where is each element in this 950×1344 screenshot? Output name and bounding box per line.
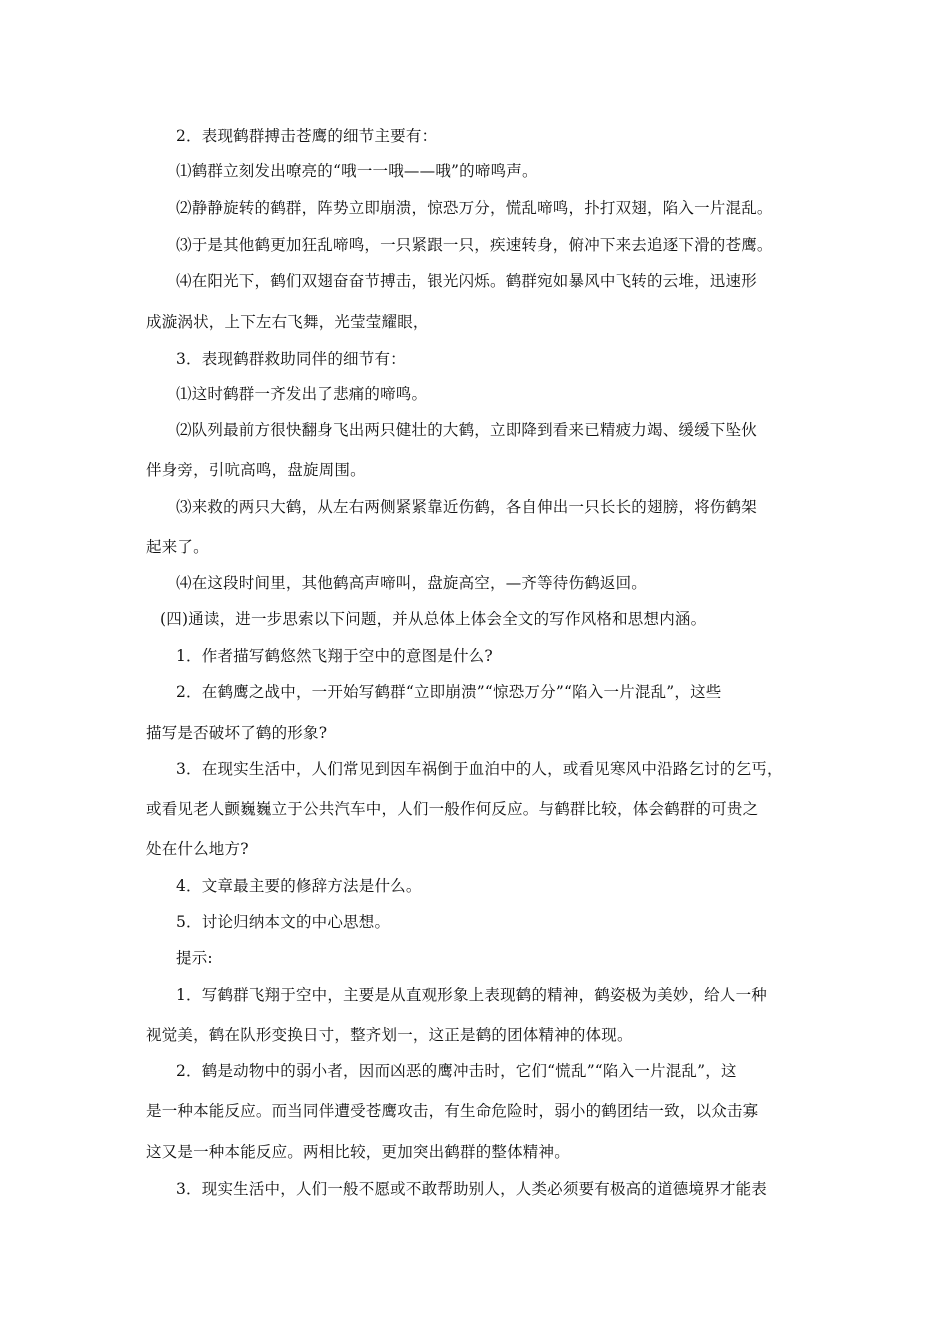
text-line: 伴身旁，引吭高鸣，盘旋周围。 — [146, 461, 366, 479]
text-line: ⑵队列最前方很快翻身飞出两只健壮的大鹤，立即降到看来已精疲力竭、缓缓下坠伙 — [176, 421, 757, 439]
hint-label: 提示: — [176, 949, 213, 967]
text-line: 1．作者描写鹤悠然飞翔于空中的意图是什么? — [176, 647, 493, 665]
text-line: 4．文章最主要的修辞方法是什么。 — [176, 877, 422, 895]
text-line: 处在什么地方? — [146, 840, 249, 858]
text-line: 起来了。 — [146, 538, 209, 556]
text-line: ⑴鹤群立刻发出嘹亮的“哦一一哦——哦”的啼鸣声。 — [176, 162, 538, 180]
text-line: 1．写鹤群飞翔于空中，主要是从直观形象上表现鹤的精神，鹤姿极为美妙，给人一种 — [176, 986, 767, 1004]
text-line: ⑶来救的两只大鹤，从左右两侧紧紧靠近伤鹤，各自伸出一只长长的翅膀，将伤鹤架 — [176, 498, 757, 516]
text-line: ⑷在阳光下，鹤们双翅奋奋节搏击，银光闪烁。鹤群宛如暴风中飞转的云堆，迅速形 — [176, 272, 757, 290]
text-line: 2．在鹤鹰之战中，一开始写鹤群“立即崩溃”“惊恐万分”“陷入一片混乱”，这些 — [176, 683, 722, 701]
text-line: ⑷在这段时间里，其他鹤高声啼叫，盘旋高空，—齐等待伤鹤返回。 — [176, 574, 648, 592]
text-line: ⑴这时鹤群一齐发出了悲痛的啼鸣。 — [176, 385, 428, 403]
text-line: 是一种本能反应。而当同伴遭受苍鹰攻击，有生命危险时，弱小的鹤团结一致，以众击寡 — [146, 1102, 759, 1120]
text-line: 或看见老人颤巍巍立于公共汽车中，人们一般作何反应。与鹤群比较，体会鹤群的可贵之 — [146, 800, 759, 818]
text-line: 3．表现鹤群救助同伴的细节有： — [176, 350, 406, 368]
text-line: 2．表现鹤群搏击苍鹰的细节主要有： — [176, 127, 438, 145]
text-line: ⑶于是其他鹤更加狂乱啼鸣，一只紧跟一只，疾速转身，俯冲下来去追逐下滑的苍鹰。 — [176, 236, 773, 254]
text-line: 2．鹤是动物中的弱小者，因而凶恶的鹰冲击时，它们“慌乱”“陷入一片混乱”，这 — [176, 1062, 737, 1080]
text-line: 这又是一种本能反应。两相比较，更加突出鹤群的整体精神。 — [146, 1143, 570, 1161]
text-line: 成漩涡状，上下左右飞舞，光莹莹耀眼， — [146, 313, 429, 331]
text-line: 视觉美，鹤在队形变换日寸，整齐划一，这正是鹤的团体精神的体现。 — [146, 1026, 633, 1044]
text-line: 5．讨论归纳本文的中心思想。 — [176, 913, 391, 931]
text-line: 3．在现实生活中，人们常见到因车祸倒于血泊中的人，或看见寒风中沿路乞讨的乞丐， — [176, 760, 783, 778]
section-heading: (四)通读，进一步思索以下问题，并从总体上体会全文的写作风格和思想内涵。 — [160, 610, 707, 628]
text-line: 3．现实生活中，人们一般不愿或不敢帮助别人，人类必须要有极高的道德境界才能表 — [176, 1180, 767, 1198]
text-line: 描写是否破坏了鹤的形象? — [146, 724, 328, 742]
text-line: ⑵静静旋转的鹤群，阵势立即崩溃，惊恐万分，慌乱啼鸣，扑打双翅，陷入一片混乱。 — [176, 199, 773, 217]
